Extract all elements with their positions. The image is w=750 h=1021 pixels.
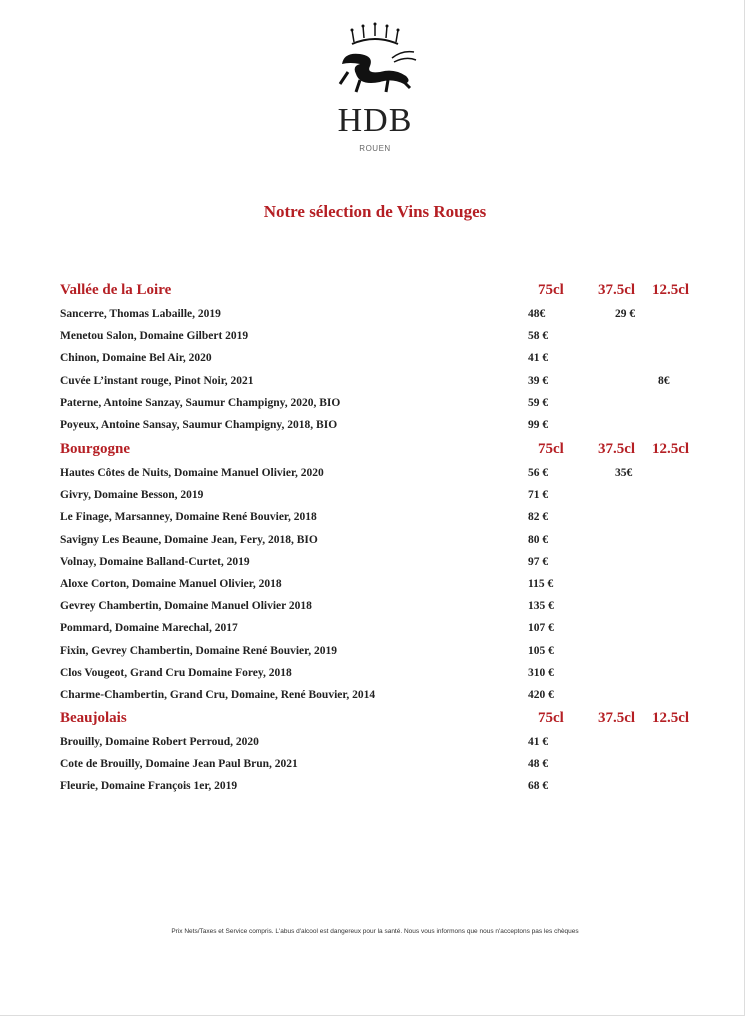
section-title: Bourgogne [60,441,131,457]
section-title: Vallée de la Loire [60,282,172,298]
wine-row [60,375,700,395]
wine-name: Poyeux, Antoine Sansay, Saumur Champigny, 2018, BIO [60,419,338,431]
wine-row [60,600,700,620]
column-37cl: 37.5cl [598,441,636,457]
wine-name: Clos Vougeot, Grand Cru Domaine Forey, 2018 [60,666,292,679]
wine-name: Aloxe Corton, Domaine Manuel Olivier, 2018 [60,578,282,590]
wine-row [60,758,700,778]
price-75cl: 48 € [528,758,549,771]
wine-row [60,622,700,642]
wine-row [60,556,700,576]
wine-row [60,489,700,509]
price-37cl: 29 € [615,308,636,320]
wine-row [60,689,700,709]
column-75cl: 75cl [538,441,564,457]
price-75cl: 115 € [528,578,554,590]
logo-city: ROUEN [359,144,391,153]
wine-name: Le Finage, Marsanney, Domaine René Bouvier, 2018 [60,511,317,524]
price-75cl: 107 € [528,622,554,635]
column-37cl: 37.5cl [598,710,636,726]
price-75cl: 68 € [528,780,549,793]
wine-name: Menetou Salon, Domaine Gilbert 2019 [60,330,249,343]
price-75cl: 99 € [528,419,549,431]
section-title: Beaujolais [60,710,127,726]
wine-name: Brouilly, Domaine Robert Perroud, 2020 [60,736,259,748]
column-75cl: 75cl [538,282,564,298]
wine-name: Cote de Brouilly, Domaine Jean Paul Brun, 2021 [60,758,298,771]
wine-name: Hautes Côtes de Nuits, Domaine Manuel Olivier, 2020 [60,467,324,479]
salamander-crown-icon [330,22,420,102]
wine-row [60,780,700,800]
price-75cl: 135 € [528,600,554,613]
section-header [60,441,700,461]
price-75cl: 58 € [528,330,549,343]
wine-row [60,419,700,439]
wine-row [60,645,700,665]
wine-row [60,308,700,328]
wine-row [60,736,700,756]
wine-name: Pommard, Domaine Marechal, 2017 [60,622,238,635]
price-75cl: 82 € [528,511,549,524]
hdb-logo [325,22,425,153]
column-37cl: 37.5cl [598,282,636,298]
wine-name: Paterne, Antoine Sanzay, Saumur Champigny, 2020, BIO [60,396,341,409]
price-75cl: 39 € [528,374,549,387]
price-75cl: 310 € [528,666,554,679]
price-75cl: 105 € [528,644,554,657]
price-75cl: 56 € [528,467,549,479]
price-75cl: 97 € [528,555,549,568]
price-12cl: 8€ [658,374,670,387]
price-75cl: 71 € [528,489,549,502]
wine-row [60,511,700,531]
column-12cl: 12.5cl [652,441,690,457]
column-75cl: 75cl [538,710,564,726]
wine-row [60,330,700,350]
price-75cl: 41 € [528,736,549,748]
wine-row [60,397,700,417]
wine-name: Savigny Les Beaune, Domaine Jean, Fery, 2018, BIO [60,533,318,546]
wine-name: Fleurie, Domaine François 1er, 2019 [60,780,238,793]
section-header [60,282,700,302]
wine-row [60,534,700,554]
column-12cl: 12.5cl [652,282,690,298]
price-75cl: 41 € [528,352,549,365]
price-37cl: 35€ [615,467,633,479]
wine-name: Chinon, Domaine Bel Air, 2020 [60,352,212,365]
section-header [60,710,700,730]
wine-name: Sancerre, Thomas Labaille, 2019 [60,308,221,320]
wine-name: Charme-Chambertin, Grand Cru, Domaine, René Bouvier, 2014 [60,689,376,701]
logo-name: HDB [337,102,413,139]
footer-note: Prix Nets/Taxes et Service compris. L'abus d'alcool est dangereux pour la santé. Nous vous informons que nous n'acceptons pas les chèques [171,928,579,935]
price-75cl: 59 € [528,396,549,409]
column-12cl: 12.5cl [652,710,690,726]
wine-row [60,667,700,687]
wine-name: Volnay, Domaine Balland-Curtet, 2019 [60,555,250,568]
wine-row [60,467,700,487]
wine-name: Gevrey Chambertin, Domaine Manuel Olivier 2018 [60,600,312,613]
price-75cl: 420 € [528,689,554,701]
wine-name: Givry, Domaine Besson, 2019 [60,489,204,502]
wine-row [60,352,700,372]
wine-name: Cuvée L’instant rouge, Pinot Noir, 2021 [60,374,254,387]
wine-row [60,578,700,598]
wine-name: Fixin, Gevrey Chambertin, Domaine René Bouvier, 2019 [60,644,337,657]
page-title: Notre sélection de Vins Rouges [263,202,487,221]
price-75cl: 80 € [528,533,549,546]
price-75cl: 48€ [528,308,546,320]
